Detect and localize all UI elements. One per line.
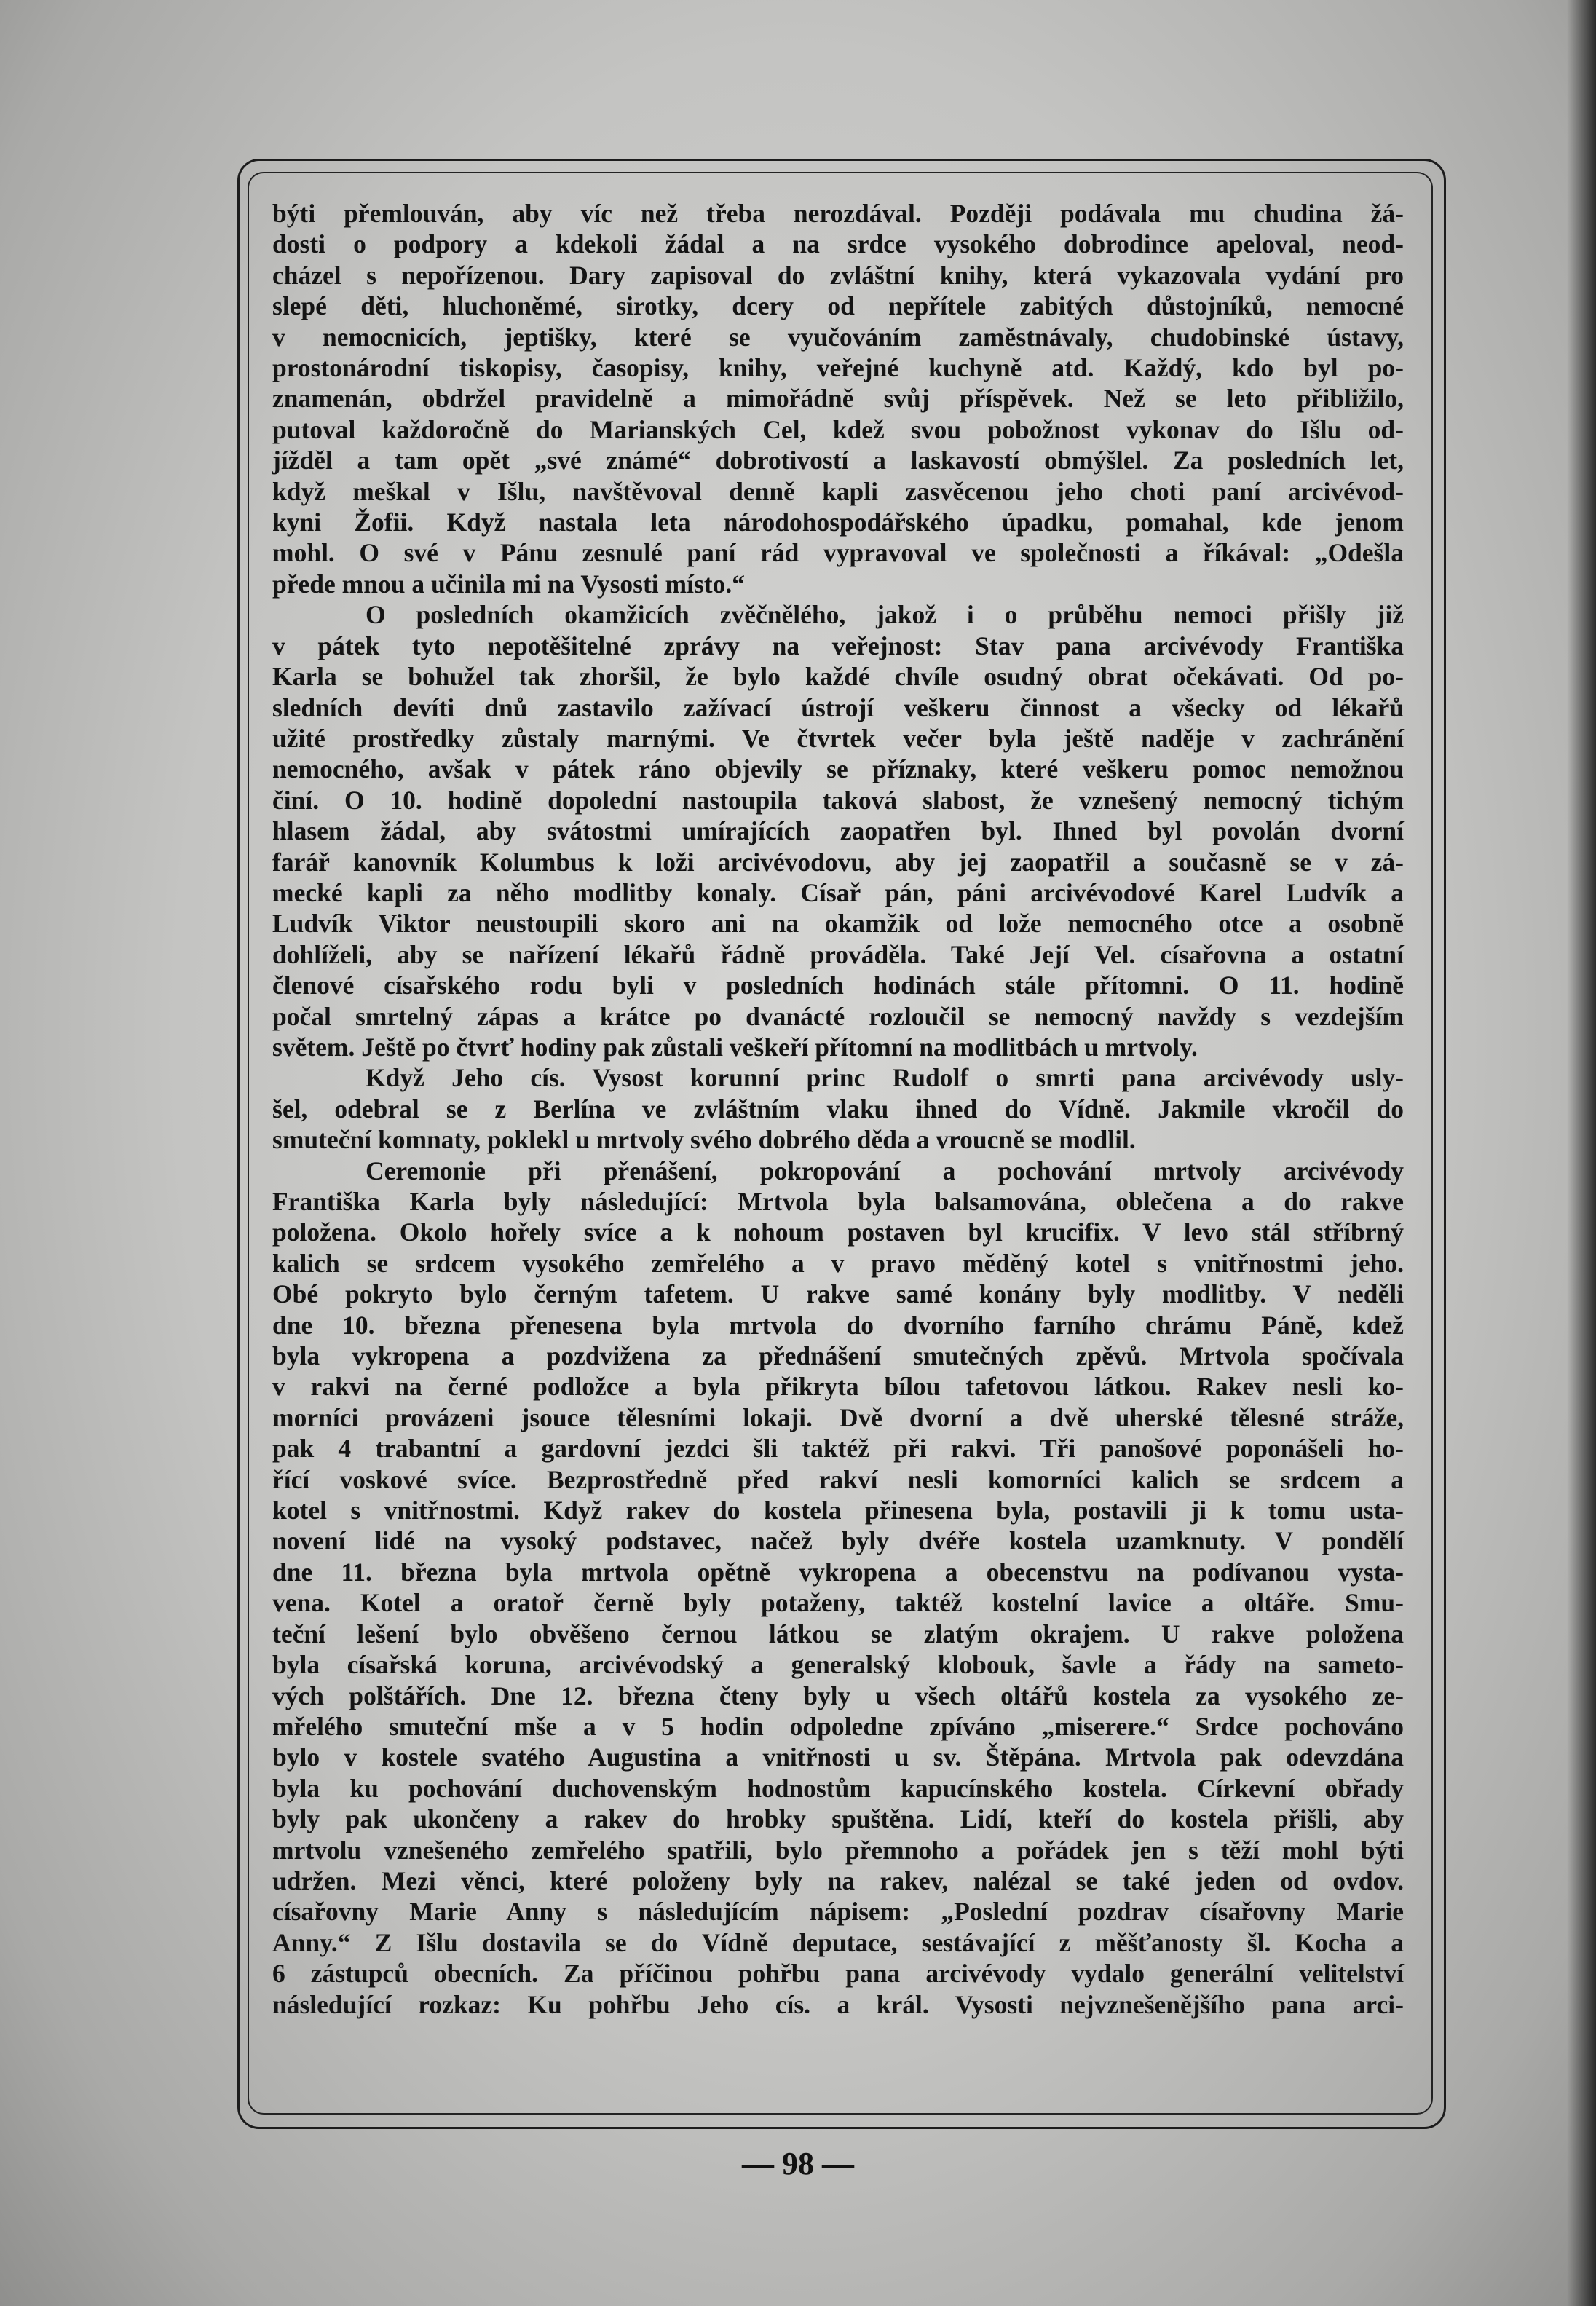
text-line: dne 11. března byla mrtvola opětně vykropena a obecenstvu na podívanou vysta- <box>272 1557 1404 1587</box>
text-line: Františka Karla byly následující: Mrtvola byla balsamována, oblečena a do rakve <box>272 1187 1404 1216</box>
text-line: přede mnou a učinila mi na Vysosti místo.“ <box>272 569 745 599</box>
text-line: byla císařská koruna, arcivévodský a generalský klobouk, šavle a řády na sameto- <box>272 1650 1404 1680</box>
text-line: Obé pokryto bylo černým tafetem. U rakve samé konány byly modlitby. V neděli <box>272 1279 1404 1309</box>
text-line: činí. O 10. hodině dopolední nastoupila taková slabost, že vznešený nemocný tichým <box>272 785 1404 815</box>
text-line: 6 zástupců obecních. Za příčinou pohřbu pana arcivévody vydalo generální velitelství <box>272 1959 1404 1989</box>
text-line: když meškal v Išlu, navštěvoval denně kapli zasvěcenou jeho choti paní arcivévod- <box>272 476 1404 506</box>
text-line: jížděl a tam opět „své známé“ dobrotivostí a laskavostí obmýšlel. Za posledních let, <box>272 446 1404 475</box>
text-line: položena. Okolo hořely svíce a k nohoum postaven byl krucifix. V levo stál stříbrný <box>272 1217 1404 1247</box>
text-line: nemocného, avšak v pátek ráno objevily se příznaky, které veškeru pomoc nemožnou <box>272 754 1404 784</box>
text-line: mohl. O své v Pánu zesnulé paní rád vypravoval ve společnosti a říkával: „Odešla <box>272 538 1404 568</box>
text-line: putoval každoročně do Marianských Cel, kdež svou pobožnost vykonav do Išlu od- <box>272 414 1404 444</box>
text-line: Anny.“ Z Išlu dostavila se do Vídně deputace, sestávající z měšťanosty šl. Kocha a <box>272 1927 1404 1957</box>
text-line: v nemocnicích, jeptišky, které se vyučováním zaměstnávaly, chudobinské ústavy, <box>272 322 1404 352</box>
text-line: v pátek tyto nepotěšitelné zprávy na veřejnost: Stav pana arcivévody Františka <box>272 631 1404 660</box>
text-line: mřelého smuteční mše a v 5 hodin odpoledne zpíváno „miserere.“ Srdce pochováno <box>272 1711 1404 1741</box>
text-line: Ceremonie při přenášení, pokropování a pochování mrtvoly arcivévody <box>366 1156 1404 1185</box>
text-line: cházel s nepořízenou. Dary zapisoval do zvláštní knihy, která vykazovala vydání pro <box>272 260 1404 290</box>
text-line: slepé děti, hluchoněmé, sirotky, dcery od nepřítele zabitých důstojníků, nemocné <box>272 291 1404 321</box>
text-line: O posledních okamžicích zvěčnělého, jakož i o průběhu nemoci přišly již <box>366 600 1404 630</box>
text-line: vých polštářích. Dne 12. března čteny byly u všech oltářů kostela za vysokého ze- <box>272 1681 1404 1710</box>
text-line: mrtvolu vznešeného zemřelého spatřili, bylo přemnoho a pořádek jen s těží mohl býti <box>272 1835 1404 1865</box>
text-line: Když Jeho cís. Vysost korunní princ Rudolf o smrti pana arcivévody usly- <box>366 1063 1404 1093</box>
text-line: vena. Kotel a oratoř černě byly potaženy, taktéž kostelní lavice a oltáře. Smu- <box>272 1588 1404 1618</box>
text-line: farář kanovník Kolumbus k loži arcivévodovu, aby jej zaopatřil a současně se v zá- <box>272 847 1404 877</box>
text-line: bylo v kostele svatého Augustina a vnitřnosti u sv. Štěpána. Mrtvola pak odevzdána <box>272 1742 1404 1772</box>
text-line: dohlíželi, aby se nařízení lékařů řádně prováděla. Také Její Vel. císařovna a ostatní <box>272 939 1404 969</box>
text-line: kalich se srdcem vysokého zemřelého a v pravo měděný kotel s vnitřnostmi jeho. <box>272 1248 1404 1278</box>
text-line: řící voskové svíce. Bezprostředně před rakví nesli komorníci kalich se srdcem a <box>272 1464 1404 1494</box>
text-line: počal smrtelný zápas a krátce po dvanácté rozloučil se nemocný navždy s vezdejším <box>272 1001 1404 1031</box>
text-line: pak 4 trabantní a gardovní jezdci šli taktéž při rakvi. Tři panošové poponášeli ho- <box>272 1434 1404 1464</box>
page-number: — 98 — <box>742 2146 854 2181</box>
text-line: byla ku pochování duchovenským hodnostům kapucínského kostela. Církevní obřady <box>272 1773 1404 1803</box>
text-line: smuteční komnaty, poklekl u mrtvoly svého dobrého děda a vroucně se modlil. <box>272 1125 1136 1155</box>
text-line: v rakvi na černé podložce a byla přikryta bílou tafetovou látkou. Rakev nesli ko- <box>272 1372 1404 1402</box>
text-line: císařovny Marie Anny s následujícím nápisem: „Poslední pozdrav císařovny Marie <box>272 1897 1404 1927</box>
text-line: světem. Ještě po čtvrť hodiny pak zůstali veškeří přítomní na modlitbách u mrtvoly. <box>272 1032 1198 1062</box>
text-line: býti přemlouván, aby víc než třeba nerozdával. Později podávala mu chudina žá- <box>272 199 1404 228</box>
text-line: Karla se bohužel tak zhoršil, že bylo každé chvíle osudný obrat očekávati. Od po- <box>272 662 1404 692</box>
text-line: dne 10. března přenesena byla mrtvola do dvorního farního chrámu Páně, kdež <box>272 1310 1404 1340</box>
text-line: byly pak ukončeny a rakev do hrobky spuštěna. Lidí, kteří do kostela přišli, aby <box>272 1804 1404 1834</box>
body-text <box>272 198 1404 2020</box>
text-line: hlasem žádal, aby svátostmi umírajících zaopatřen byl. Ihned byl povolán dvorní <box>272 816 1404 846</box>
text-line: udržen. Mezi věnci, které položeny byly na rakev, nalézal se také jeden od ovdov. <box>272 1865 1404 1895</box>
text-line: dosti o podpory a kdekoli žádal a na srdce vysokého dobrodince apeloval, neod- <box>272 229 1404 259</box>
text-line: morníci provázeni jsouce tělesními lokaji. Dvě dvorní a dvě uherské tělesné stráže, <box>272 1402 1404 1432</box>
text-line: znamenán, obdržel pravidelně a mimořádně svůj příspěvek. Než se leto přibližilo, <box>272 384 1404 414</box>
text-line: teční lešení bylo obvěšeno černou látkou se zlatým okrajem. U rakve položena <box>272 1619 1404 1648</box>
text-line: byla vykropena a pozdvižena za přednášení smutečných zpěvů. Mrtvola spočívala <box>272 1341 1404 1371</box>
text-line: prostonárodní tiskopisy, časopisy, knihy, veřejné kuchyně atd. Každý, kdo byl po- <box>272 353 1404 383</box>
text-line: sledních devíti dnů zastavilo zažívací ústrojí veškeru činnost a všecky od lékařů <box>272 692 1404 722</box>
text-line: členové císařského rodu byli v posledních hodinách stále přítomni. O 11. hodině <box>272 971 1404 1000</box>
text-line: užité prostředky zůstaly marnými. Ve čtvrtek večer byla ještě naděje v zachránění <box>272 723 1404 753</box>
text-line: šel, odebral se z Berlína ve zvláštním vlaku ihned do Vídně. Jakmile vkročil do <box>272 1094 1404 1124</box>
text-line: kotel s vnitřnostmi. Když rakev do kostela přinesena byla, postavili ji k tomu usta- <box>272 1496 1404 1525</box>
text-line: kyni Žofii. Když nastala leta národohospodářského úpadku, pomahal, kde jenom <box>272 508 1404 537</box>
text-line: novení lidé na vysoký podstavec, načež byly dvéře kostela uzamknuty. V pondělí <box>272 1526 1404 1556</box>
scan-edge-shadow <box>1567 0 1596 2306</box>
text-line: následující rozkaz: Ku pohřbu Jeho cís. a král. Vysosti nejvznešenějšího pana arci- <box>272 1989 1404 2019</box>
text-line: mecké kapli za něho modlitby konaly. Císař pán, páni arcivévodové Karel Ludvík a <box>272 877 1404 907</box>
text-line: Ludvík Viktor neustoupili skoro ani na okamžik od lože nemocného otce a osobně <box>272 909 1404 939</box>
